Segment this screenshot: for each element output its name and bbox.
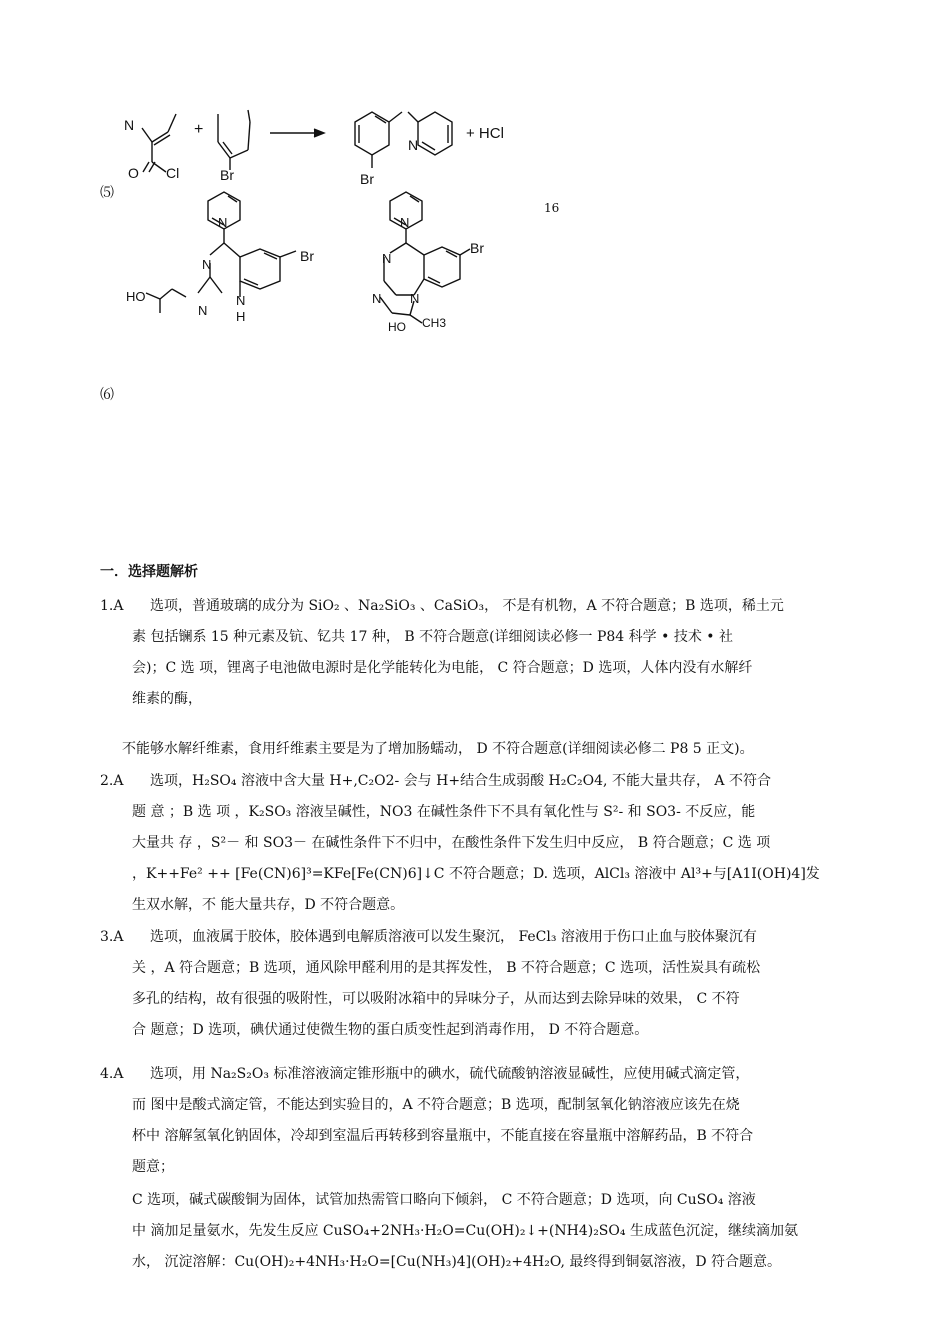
left-nh-h: H: [236, 309, 246, 324]
right-ring-n: N: [382, 251, 392, 266]
left-ho-group: HO: [126, 289, 146, 304]
right-imidazole-n1: N: [372, 291, 382, 306]
answer-2-line-2: 题 意 ；B 选 项 ，K₂SO₃ 溶液呈碱性，NO3 在碱性条件下不具有氧化性与 S²- 和 SO3- 不反应，能: [132, 804, 756, 820]
right-pyridine-n: N: [400, 215, 410, 230]
structure-right: [370, 185, 530, 345]
answer-3-line-3: 多孔的结构，故有很强的吸附性，可以吸附冰箱中的异味分子，从而达到去除异味的效果， C 不符: [132, 991, 740, 1007]
reactant-br-atom: Br: [220, 167, 234, 183]
answer-3-line-2: 关 ，A 符合题意；B 选项，通风除甲醛利用的是其挥发性， B 不符合题意；C 选项，活性炭具有疏松: [132, 960, 761, 976]
answer-4-extra-line-1: C 选项，碱式碳酸铜为固体，试管加热需管口略向下倾斜， C 不符合题意；D 选项，向 CuSO₄ 溶液: [132, 1192, 756, 1208]
answer-1-extra: 不能够水解纤维素，食用纤维素主要是为了增加肠蠕动， D 不符合题意(详细阅读必修二 P8 5 正文)。: [122, 741, 754, 757]
section-title: 一．选择题解析: [100, 564, 198, 580]
answer-1-line-2: 素 包括镧系 15 种元素及钪、钇共 17 种， B 不符合题意(详细阅读必修一 P84 科学 • 技术 • 社: [132, 629, 733, 645]
answer-2-line-5: 生双水解，不 能大量共存，D 不符合题意。: [132, 897, 405, 913]
left-br-atom: Br: [300, 248, 314, 264]
answer-2-number: 2.A: [100, 773, 124, 789]
answer-4-number: 4.A: [100, 1066, 124, 1082]
answer-1-line-4: 维素的酶，: [132, 691, 202, 707]
answer-4-extra-line-3: 水， 沉淀溶解：Cu(OH)₂+4NH₃·H₂O=[Cu(NH₃)4](OH)₂+4H₂O, 最终得到铜氨溶液，D 符合题意。: [132, 1254, 782, 1270]
left-pyridine-n: N: [218, 215, 228, 230]
left-nh-n: N: [236, 293, 246, 308]
answer-2-line-4: ，K++Fe² ++ [Fe(CN)6]³=KFe[Fe(CN)6]↓C 不符合题意；D. 选项，AlCl₃ 溶液中 Al³+与[A1I(OH)4]发: [132, 866, 820, 882]
right-ch3-group: CH3: [422, 316, 447, 330]
right-ho-group: HO: [388, 320, 406, 334]
answer-3-line-1: 选项，血液属于胶体，胶体遇到电解质溶液可以发生聚沉， FeCl₃ 溶液用于伤口止血与胶体聚沉有: [150, 929, 757, 945]
byproduct-hcl: + HCl: [466, 125, 504, 142]
reactant-o-atom: O: [128, 165, 139, 181]
reactant-n-atom: N: [124, 117, 135, 133]
answer-3-number: 3.A: [100, 929, 124, 945]
right-imidazole-n2: N: [410, 291, 420, 306]
structure-left: [120, 185, 340, 330]
answer-4-line-1: 选项，用 Na₂S₂O₃ 标准溶液滴定锥形瓶中的碘水，硫代硫酸钠溶液显碱性，应使用碱式滴定管，: [150, 1066, 750, 1082]
question-label-5: ⑸: [100, 185, 114, 201]
left-n-atom: N: [198, 303, 208, 318]
answer-4-line-2: 而 图中是酸式滴定管，不能达到实验目的，A 不符合题意；B 选项，配制氢氧化钠溶液应该先在烧: [132, 1097, 740, 1113]
page-number: 16: [544, 201, 560, 215]
plus-sign: +: [194, 121, 204, 138]
answer-2-line-1: 选项，H₂SO₄ 溶液中含大量 H+,C₂O2- 会与 H+结合生成弱酸 H₂C₂O4, 不能大量共存， A 不符合: [150, 773, 771, 789]
product-n-atom: N: [408, 137, 419, 153]
answer-4-line-4: 题意；: [132, 1159, 174, 1175]
answer-2-line-3: 大量共 存 ，S²－ 和 SO3－ 在碱性条件下不归中，在酸性条件下发生归中反应， B 符合题意；C 选 项: [132, 835, 771, 851]
answer-4-line-3: 杯中 溶解氢氧化钠固体，冷却到室温后再转移到容量瓶中，不能直接在容量瓶中溶解药品，B 不符合: [132, 1128, 754, 1144]
answer-3-line-4: 合 题意；D 选项，碘伏通过使微生物的蛋白质变性起到消毒作用， D 不符合题意。: [132, 1022, 649, 1038]
answer-1-line-1: 选项，普通玻璃的成分为 SiO₂ 、Na₂SiO₃ 、CaSiO₃， 不是有机物，A 不符合题意；B 选项，稀土元: [150, 598, 784, 614]
answer-4-extra-line-2: 中 滴加足量氨水，先发生反应 CuSO₄+2NH₃·H₂O=Cu(OH)₂↓+(NH4)₂SO₄ 生成蓝色沉淀，继续滴加氨: [132, 1223, 798, 1239]
reaction-scheme: [110, 100, 530, 195]
question-label-6: ⑹: [100, 387, 114, 403]
product-br-atom: Br: [360, 171, 374, 187]
answer-1-number: 1.A: [100, 598, 124, 614]
reactant-cl-atom: Cl: [166, 165, 180, 181]
left-ring-n: N: [202, 257, 212, 272]
right-br-atom: Br: [470, 240, 484, 256]
answer-1-line-3: 会)；C 选 项，锂离子电池做电源时是化学能转化为电能， C 符合题意；D 选项，人体内没有水解纤: [132, 660, 753, 676]
